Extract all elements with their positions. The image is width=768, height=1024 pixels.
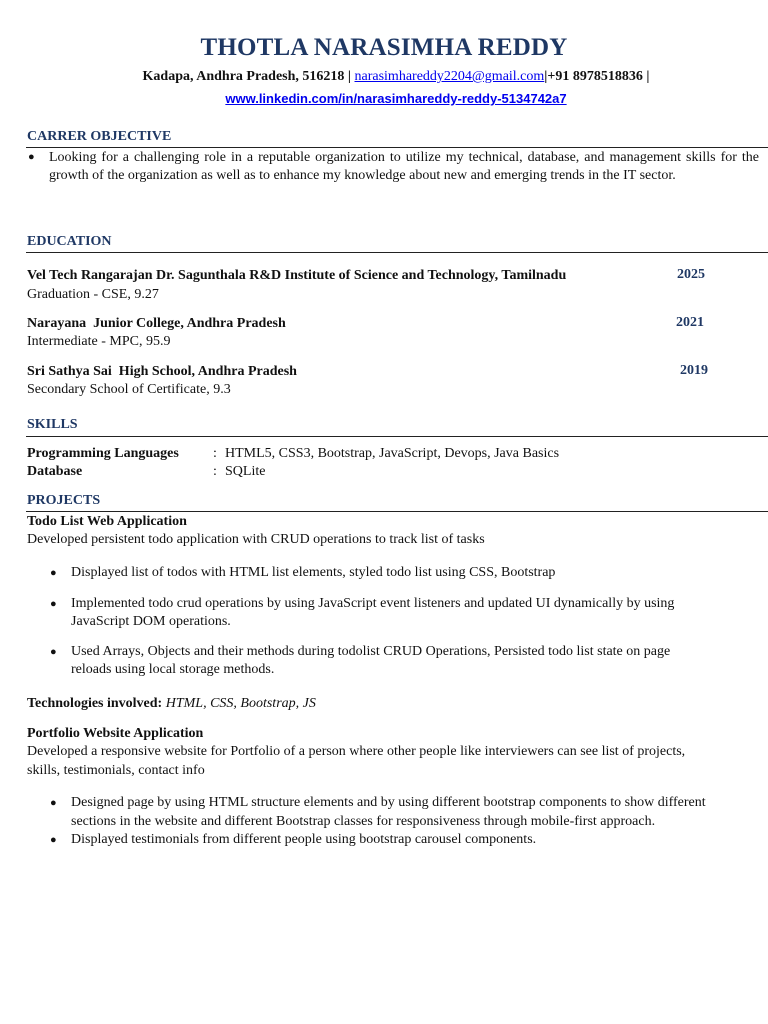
project-technologies [27,695,316,713]
bullet-icon: ● [50,567,57,579]
bullet-icon: ● [28,151,35,163]
bullet-icon: ● [50,797,57,809]
project-bullet: Displayed list of todos with HTML list elements, styled todo list using CSS, Bootstrap [71,565,556,580]
linkedin-link[interactable]: www.linkedin.com/in/narasimhareddy-reddy-5134742a7 [225,91,567,106]
separator: | [344,69,355,84]
contact-line [0,69,768,85]
linkedin-line [0,91,768,106]
bullet-icon: ● [50,646,57,658]
education-institution: Sri Sathya Sai High School, Andhra Pradesh [27,364,297,379]
project-bullet-cont: sections in the website and different Bootstrap classes for responsiveness through mobile-first approach. [71,814,656,829]
section-title-skills: SKILLS [27,417,78,432]
divider [26,436,768,437]
bullet-icon: ● [50,598,57,610]
project-summary: Developed persistent todo application with CRUD operations to track list of tasks [27,532,485,547]
section-title-projects: PROJECTS [27,493,101,508]
skill-colon: : [213,446,217,461]
project-bullet: Designed page by using HTML structure elements and by using different bootstrap components to show different [71,795,706,810]
project-bullet: Displayed testimonials from different people using bootstrap carousel components. [71,832,537,847]
separator: | [642,69,650,84]
education-detail: Secondary School of Certificate, 9.3 [27,382,231,397]
skill-colon: : [213,464,217,479]
project-bullet-cont: JavaScript DOM operations. [71,614,231,629]
bullet-icon: ● [50,834,57,846]
project-summary-cont: skills, testimonials, contact info [27,763,205,778]
education-detail: Intermediate - MPC, 95.9 [27,334,171,349]
location: Kadapa, Andhra Pradesh, 516218 [142,69,345,84]
section-title-objective: CARRER OBJECTIVE [27,129,172,144]
education-institution: Narayana Junior College, Andhra Pradesh [27,316,286,331]
tech-value: HTML, CSS, Bootstrap, JS [162,696,316,711]
education-year: 2025 [677,267,705,282]
candidate-name: THOTLA NARASIMHA REDDY [200,34,568,61]
project-name: Portfolio Website Application [27,726,204,741]
education-year: 2021 [676,315,704,330]
divider [26,511,768,512]
skill-label: Database [27,464,83,479]
section-title-education: EDUCATION [27,234,112,249]
skill-value: SQLite [225,464,266,479]
tech-label: Technologies involved: [27,696,163,711]
skill-label: Programming Languages [27,446,179,461]
project-summary: Developed a responsive website for Portfolio of a person where other people like interviewers can see list of projects, [27,744,686,759]
project-bullet: Used Arrays, Objects and their methods during todolist CRUD Operations, Persisted todo list state on page [71,644,671,659]
education-detail: Graduation - CSE, 9.27 [27,287,159,302]
separator: | [544,69,548,84]
education-year: 2019 [680,363,708,378]
phone: +91 8978518836 [547,69,643,84]
project-name: Todo List Web Application [27,514,187,529]
objective-text: Looking for a challenging role in a reputable organization to utilize my technical, database, and management skills for the growth of the organization as well as to enhance my knowledge about new and emerging trends in the IT sector. [49,150,759,183]
email-link[interactable]: narasimhareddy2204@gmail.com [354,69,545,84]
skill-value: HTML5, CSS3, Bootstrap, JavaScript, Devops, Java Basics [225,446,560,461]
divider [26,252,768,253]
project-bullet-cont: reloads using local storage methods. [71,662,275,677]
project-bullet: Implemented todo crud operations by using JavaScript event listeners and updated UI dynamically by using [71,596,675,611]
divider [26,147,768,148]
education-institution: Vel Tech Rangarajan Dr. Sagunthala R&D Institute of Science and Technology, Tamilnadu [27,268,567,283]
